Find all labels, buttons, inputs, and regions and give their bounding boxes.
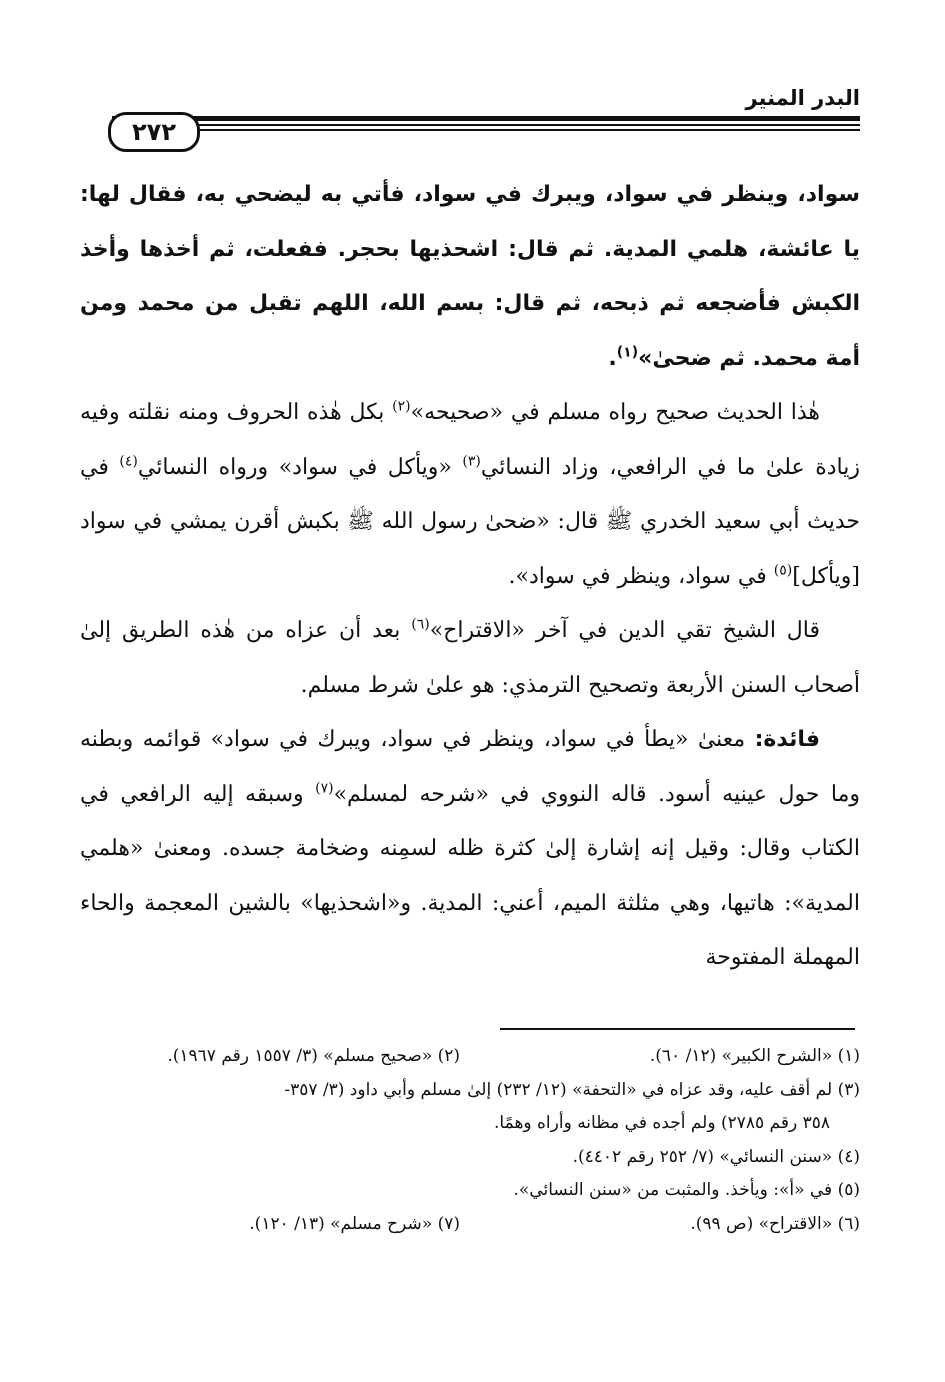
text-run: في حديث أبي سعيد الخدري ﷺ قال: «ضحىٰ رسول الله ﷺ بكبش أقرن يمشي في سواد [ويأكل] — [80, 454, 860, 589]
footnote-row — [80, 1208, 860, 1242]
footnotes — [80, 1040, 860, 1241]
footnote-ref-5: (٥) — [773, 562, 793, 579]
page-number: ٢٧٢ — [108, 112, 200, 152]
footnote-3-continued: ٣٥٨ رقم ٢٧٨٥) ولم أجده في مظانه وأراه وهمًا. — [494, 1113, 830, 1133]
text-run: في سواد، وينظر في سواد». — [508, 563, 774, 589]
text-run: معنىٰ «يطأ في سواد، وينظر في سواد، ويبرك في سواد» قوائمه وبطنه وما حول عينيه أسود. قاله النووي في «شرحه لمسلم» — [80, 727, 861, 807]
hadith-text: سواد، وينظر في سواد، ويبرك في سواد، فأتي به ليضحي به، فقال لها: يا عائشة، هلمي المدية. ثم قال: اشحذيها بحجر. ففعلت، ثم أخذها وأخذ الكبش فأضجعه ثم ذبحه، ثم قال: بسم الله، اللهم تقبل من محمد ومن أمة محمد. ثم ضحىٰ» — [80, 182, 860, 371]
footnote-7: (٧) «شرح مسلم» (١٣/ ١٢٠). — [249, 1213, 460, 1234]
header-rule-thin-2 — [112, 129, 860, 131]
footnote-row — [80, 1040, 860, 1074]
hadith-paragraph — [80, 168, 860, 386]
footnote-5: (٥) في «أ»: ويأخذ. والمثبت من «سنن النسائي». — [513, 1180, 860, 1200]
footnote-1: (١) «الشرح الكبير» (١٢/ ٦٠). — [649, 1046, 860, 1066]
text-run: وسبقه إليه الرافعي في الكتاب وقال: وقيل إنه إشارة إلىٰ كثرة ظله لسمِنه وضخامة جسده. ومعنىٰ «هلمي المدية»: هاتيها، وهي مثلثة الميم، أعني: المدية. و«اشحذيها» بالشين المعجمة والحاء المهملة المفتوحة — [80, 781, 860, 970]
text-run: «ويأكل في سواد» ورواه النسائي — [137, 454, 463, 480]
text-run: قال الشيخ تقي الدين في آخر «الاقتراح» — [429, 618, 820, 643]
main-text — [80, 168, 860, 986]
footnote-ref-2: (٢) — [392, 398, 411, 415]
header-rule-thick — [112, 116, 860, 121]
text-run: هٰذا الحديث صحيح رواه مسلم في «صحيحه» — [410, 400, 820, 425]
footnote-ref-1: (١) — [616, 344, 639, 361]
footnote-2: (٢) «صحيح مسلم» (٣/ ١٥٥٧ رقم ١٩٦٧). — [167, 1046, 460, 1066]
footnote-4: (٤) «سنن النسائي» (٧/ ٢٥٢ رقم ٤٤٠٢). — [572, 1146, 860, 1167]
benefit-label: فائدة: — [754, 727, 820, 752]
paragraph-3 — [80, 604, 860, 713]
hadith-end: . — [608, 345, 617, 371]
running-header-title: البدر المنير — [745, 86, 860, 110]
footnote-ref-7: (٧) — [315, 780, 334, 797]
header-rule-thin — [112, 124, 860, 126]
footnote-ref-3: (٣) — [462, 453, 481, 470]
text-run: بكل هٰذه الحروف ومنه نقلته وفيه زيادة علىٰ ما في الرافعي، وزاد النسائي — [80, 400, 860, 480]
footnote-ref-6: (٦) — [411, 616, 430, 633]
paragraph-2 — [80, 386, 860, 604]
footnote-ref-4: (٤) — [119, 453, 138, 470]
footnote-3: (٣) لم أقف عليه، وقد عزاه في «التحفة» (١٢/ ٢٣٢) إلىٰ مسلم وأبي داود (٣/ ٣٥٧- — [284, 1079, 860, 1100]
footnote-6: (٦) «الاقتراح» (ص ٩٩). — [690, 1213, 860, 1234]
paragraph-4 — [80, 713, 860, 986]
text-run: بعد أن عزاه من هٰذه الطريق إلىٰ أصحاب السنن الأربعة وتصحيح الترمذي: هو علىٰ شرط مسلم. — [80, 618, 860, 698]
footnote-separator — [500, 1028, 855, 1030]
